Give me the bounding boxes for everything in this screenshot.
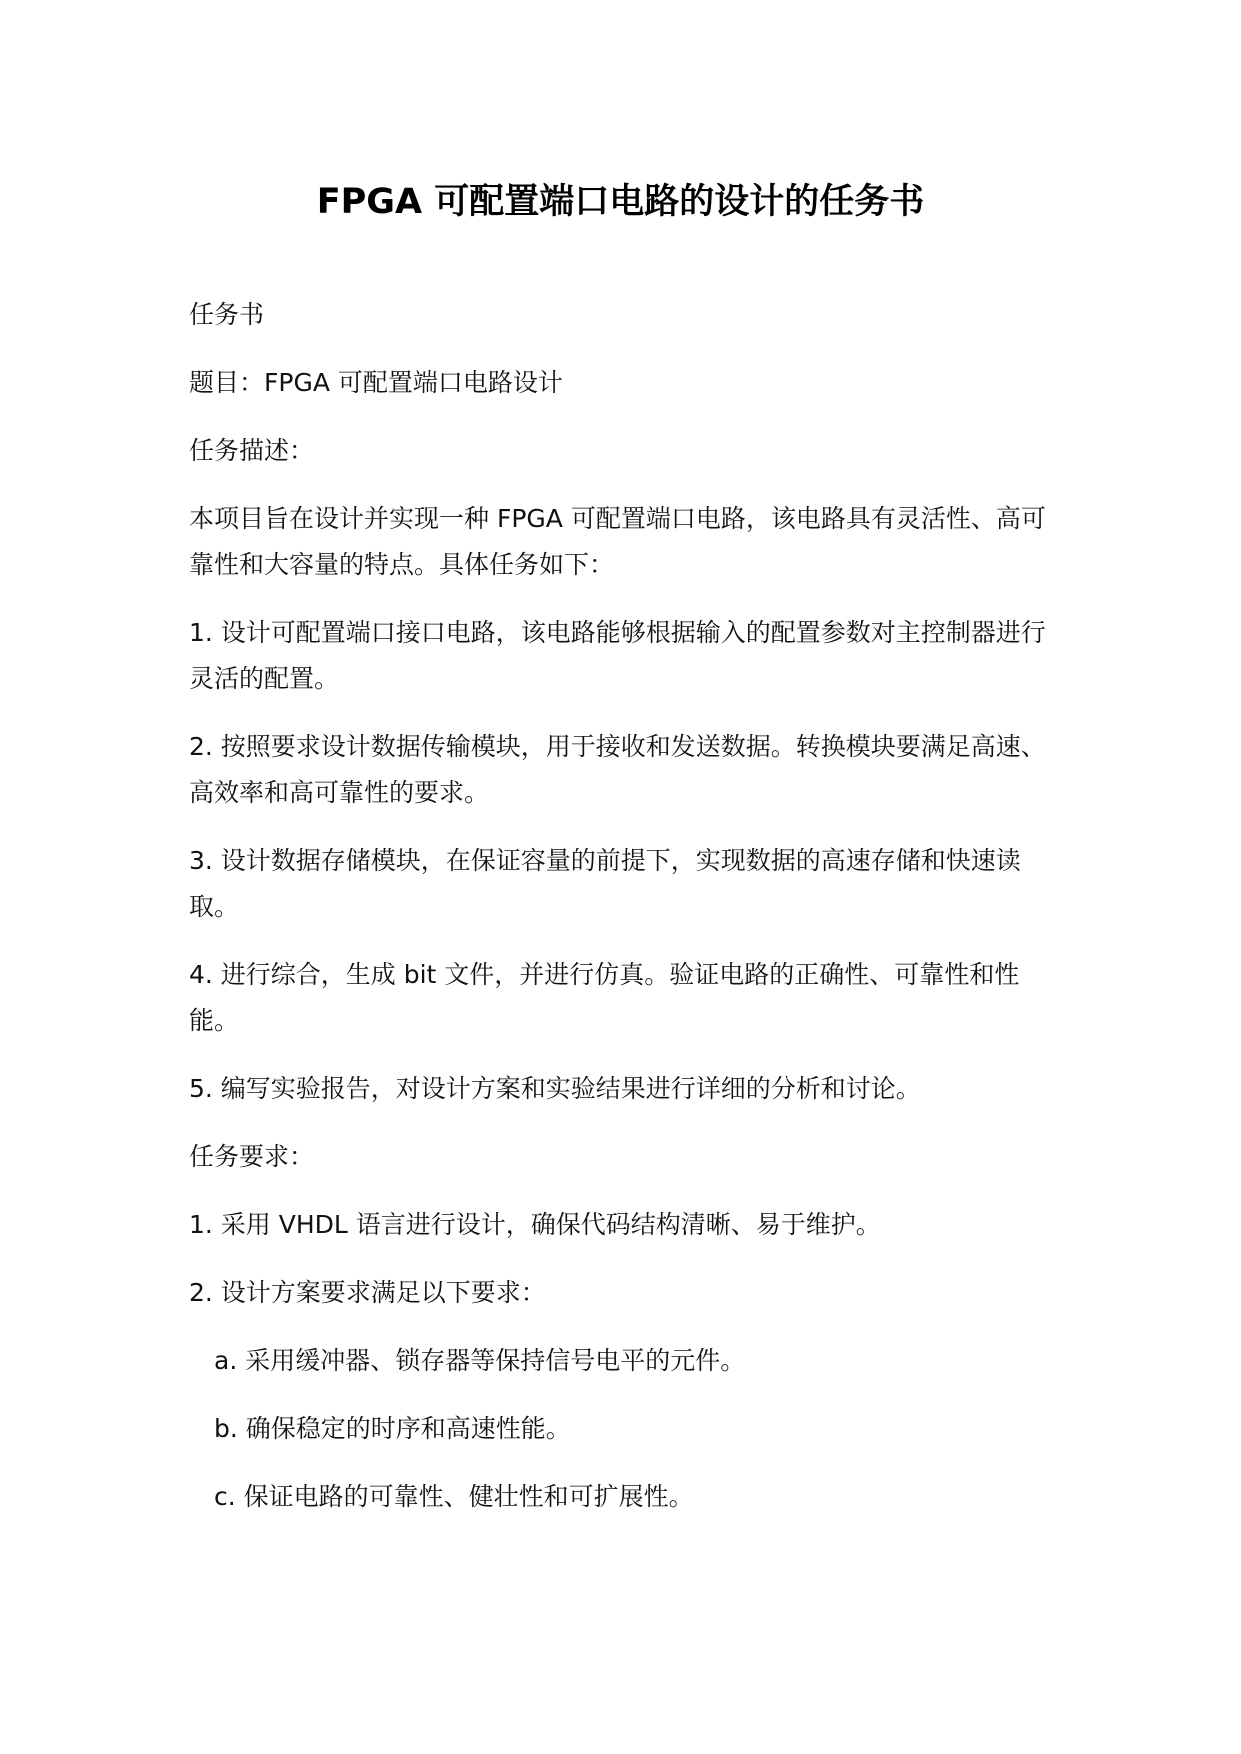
requirement-subitem-b: b. 确保稳定的时序和高速性能。: [214, 1414, 571, 1443]
task-item-1: 1. 设计可配置端口接口电路，该电路能够根据输入的配置参数对主控制器进行灵活的配置。: [189, 618, 1046, 693]
requirement-item-2: 2. 设计方案要求满足以下要求：: [189, 1278, 546, 1307]
document-body: [189, 292, 1069, 1542]
description-paragraph: 本项目旨在设计并实现一种 FPGA 可配置端口电路，该电路具有灵活性、高可靠性和大容量的特点。具体任务如下：: [189, 504, 1046, 579]
requirement-subitem-c: c. 保证电路的可靠性、健壮性和可扩展性。: [214, 1482, 694, 1511]
task-item-5: 5. 编写实验报告，对设计方案和实验结果进行详细的分析和讨论。: [189, 1074, 921, 1103]
heading-task-requirements: 任务要求：: [189, 1142, 315, 1171]
document-title: FPGA 可配置端口电路的设计的任务书: [316, 182, 925, 222]
heading-task-description: 任务描述：: [189, 436, 315, 465]
topic-line: 题目：FPGA 可配置端口电路设计: [189, 368, 563, 397]
requirement-item-1: 1. 采用 VHDL 语言进行设计，确保代码结构清晰、易于维护。: [189, 1210, 881, 1239]
requirement-subitem-a: a. 采用缓冲器、锁存器等保持信号电平的元件。: [214, 1346, 746, 1375]
task-item-3: 3. 设计数据存储模块，在保证容量的前提下，实现数据的高速存储和快速读取。: [189, 846, 1021, 921]
task-item-4: 4. 进行综合，生成 bit 文件，并进行仿真。验证电路的正确性、可靠性和性能。: [189, 960, 1020, 1035]
heading-task-book: 任务书: [189, 300, 265, 329]
task-item-2: 2. 按照要求设计数据传输模块，用于接收和发送数据。转换模块要满足高速、高效率和高可靠性的要求。: [189, 732, 1046, 807]
